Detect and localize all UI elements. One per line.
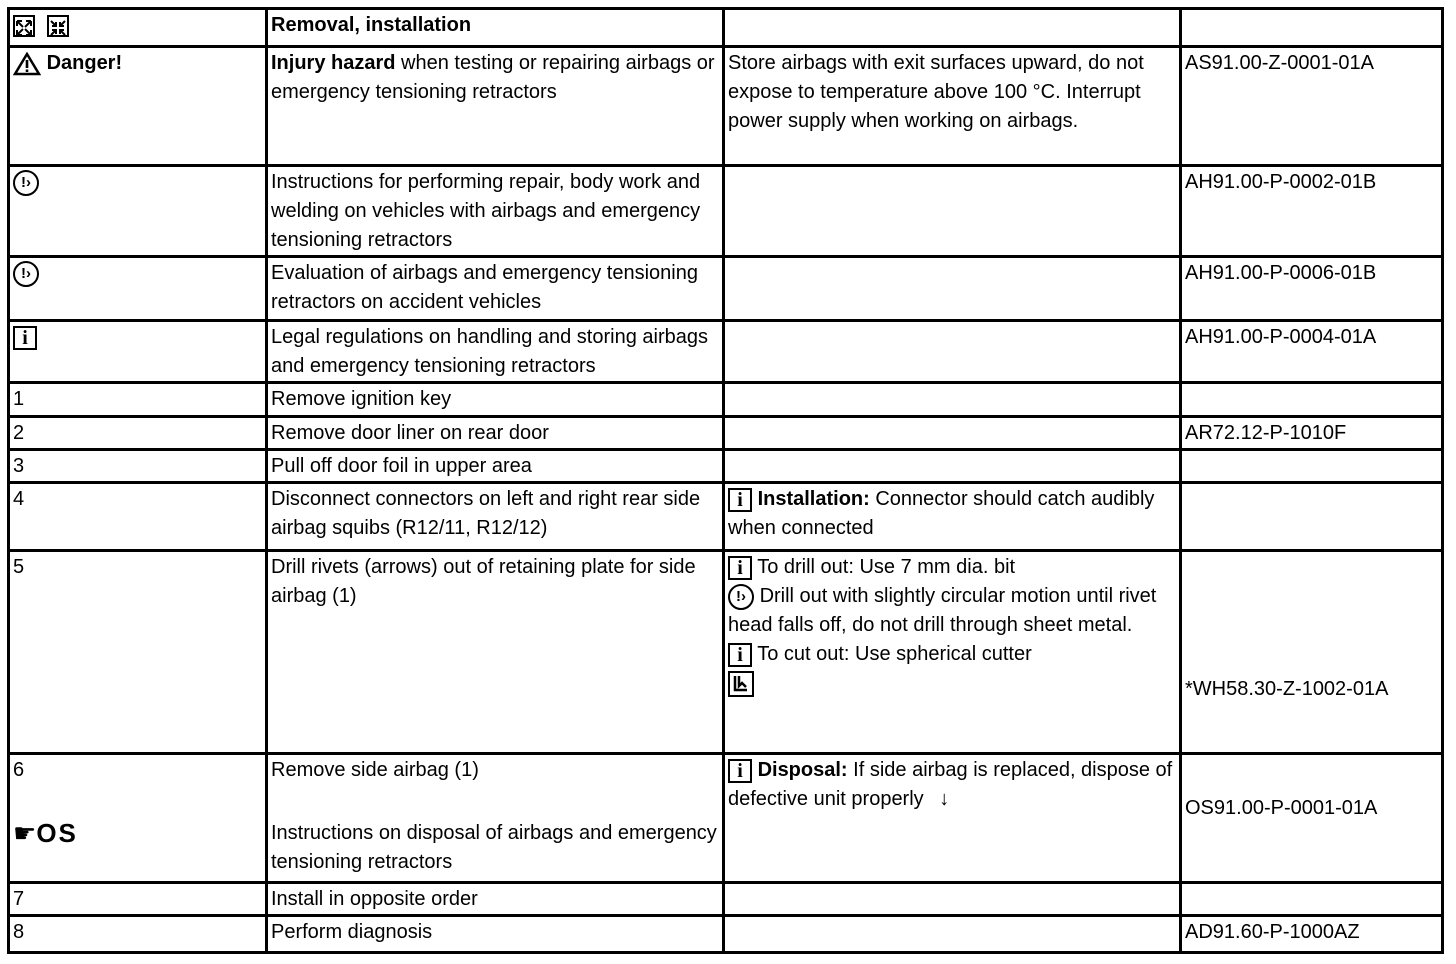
- note-ref-link[interactable]: AH91.00-P-0006-01B: [1181, 257, 1443, 321]
- tool-icon[interactable]: [728, 671, 754, 697]
- step-text: Disconnect connectors on left and right rear side airbag squibs (R12/11, R12/12): [267, 483, 724, 551]
- step-number: 3: [9, 450, 267, 483]
- step-text: Install in opposite order: [267, 883, 724, 916]
- note-row: [9, 166, 1443, 257]
- cut-note: i To cut out: Use spherical cutter: [728, 640, 1176, 669]
- note-circle-icon: !›: [728, 584, 754, 610]
- step-number: 1: [9, 383, 267, 417]
- warning-triangle-icon: [13, 52, 41, 76]
- info-icon: i: [728, 488, 752, 512]
- step-text: Drill rivets (arrows) out of retaining plate for side airbag (1): [267, 551, 724, 754]
- step-row: [9, 417, 1443, 450]
- step-number: 2: [9, 417, 267, 450]
- note-ref-link[interactable]: AH91.00-P-0004-01A: [1181, 321, 1443, 383]
- note-row: [9, 321, 1443, 383]
- step-text: Pull off door foil in upper area: [267, 450, 724, 483]
- step-row: [9, 916, 1443, 953]
- info-icon: i: [728, 759, 752, 783]
- os-text: Instructions on disposal of airbags and emergency tensioning retractors: [271, 822, 717, 873]
- note-ref-link[interactable]: AH91.00-P-0002-01B: [1181, 166, 1443, 257]
- disposal-label: Disposal:: [757, 759, 848, 781]
- disposal-note: If side airbag is replaced, dispose of defective unit properly: [728, 759, 1173, 810]
- step-ref-link[interactable]: AD91.60-P-1000AZ: [1181, 916, 1443, 953]
- note-row: [9, 257, 1443, 321]
- header-empty-cell: [724, 9, 1181, 47]
- step-number: 6: [13, 759, 25, 781]
- installation-note: Connector should catch audibly when connected: [728, 488, 1155, 539]
- installation-label: Installation:: [757, 488, 870, 510]
- step-text: Remove door liner on rear door: [267, 417, 724, 450]
- step-row: [9, 450, 1443, 483]
- danger-label: Danger!: [46, 52, 123, 74]
- step-row: [9, 883, 1443, 916]
- step-row: [9, 483, 1443, 551]
- section-title: Removal, installation: [267, 9, 724, 47]
- tool-ref-link[interactable]: *WH58.30-Z-1002-01A: [1185, 678, 1389, 700]
- step-number: 7: [9, 883, 267, 916]
- procedure-table: [7, 7, 1444, 954]
- header-empty-ref: [1181, 9, 1443, 47]
- danger-note: Store airbags with exit surfaces upward, do not expose to temperature above 100 °C. Interrupt power supply when working on airbags.: [724, 47, 1181, 166]
- step-row: [9, 551, 1443, 754]
- note-circle-icon: !›: [13, 170, 39, 196]
- step-number: 8: [9, 916, 267, 953]
- drill-note: i To drill out: Use 7 mm dia. bit: [728, 553, 1176, 582]
- info-icon: i: [728, 556, 752, 580]
- hazard-text: when testing or repairing airbags or emergency tensioning retractors: [271, 52, 715, 103]
- header-row: [9, 9, 1443, 47]
- danger-ref-link[interactable]: AS91.00-Z-0001-01A: [1181, 47, 1443, 166]
- collapse-icon[interactable]: [47, 15, 69, 37]
- pointing-hand-icon: ☛: [13, 818, 37, 848]
- step-text: Perform diagnosis: [267, 916, 724, 953]
- note-circle-icon: !›: [13, 261, 39, 287]
- expand-icon[interactable]: [13, 15, 35, 37]
- hazard-title: Injury hazard: [271, 52, 396, 74]
- os-label: OS: [36, 818, 78, 848]
- step-number: 5: [9, 551, 267, 754]
- danger-row: [9, 47, 1443, 166]
- step-row: [9, 383, 1443, 417]
- step-ref-link[interactable]: AR72.12-P-1010F: [1181, 417, 1443, 450]
- info-icon: i: [13, 326, 37, 350]
- down-arrow-icon[interactable]: ↓: [939, 788, 950, 810]
- note-text: Instructions for performing repair, body work and welding on vehicles with airbags and emergency tensioning retractors: [267, 166, 724, 257]
- note-text: Evaluation of airbags and emergency tensioning retractors on accident vehicles: [267, 257, 724, 321]
- note-text: Legal regulations on handling and storing airbags and emergency tensioning retractors: [267, 321, 724, 383]
- info-icon: i: [728, 643, 752, 667]
- os-ref-link[interactable]: OS91.00-P-0001-01A: [1185, 797, 1378, 819]
- step-text: Remove side airbag (1): [271, 759, 479, 781]
- drill-caution: !› Drill out with slightly circular motion until rivet head falls off, do not drill through sheet metal.: [728, 585, 1157, 636]
- step-number: 4: [9, 483, 267, 551]
- step-text: Remove ignition key: [267, 383, 724, 417]
- header-icons-cell: [9, 9, 267, 47]
- step-row: [9, 754, 1443, 883]
